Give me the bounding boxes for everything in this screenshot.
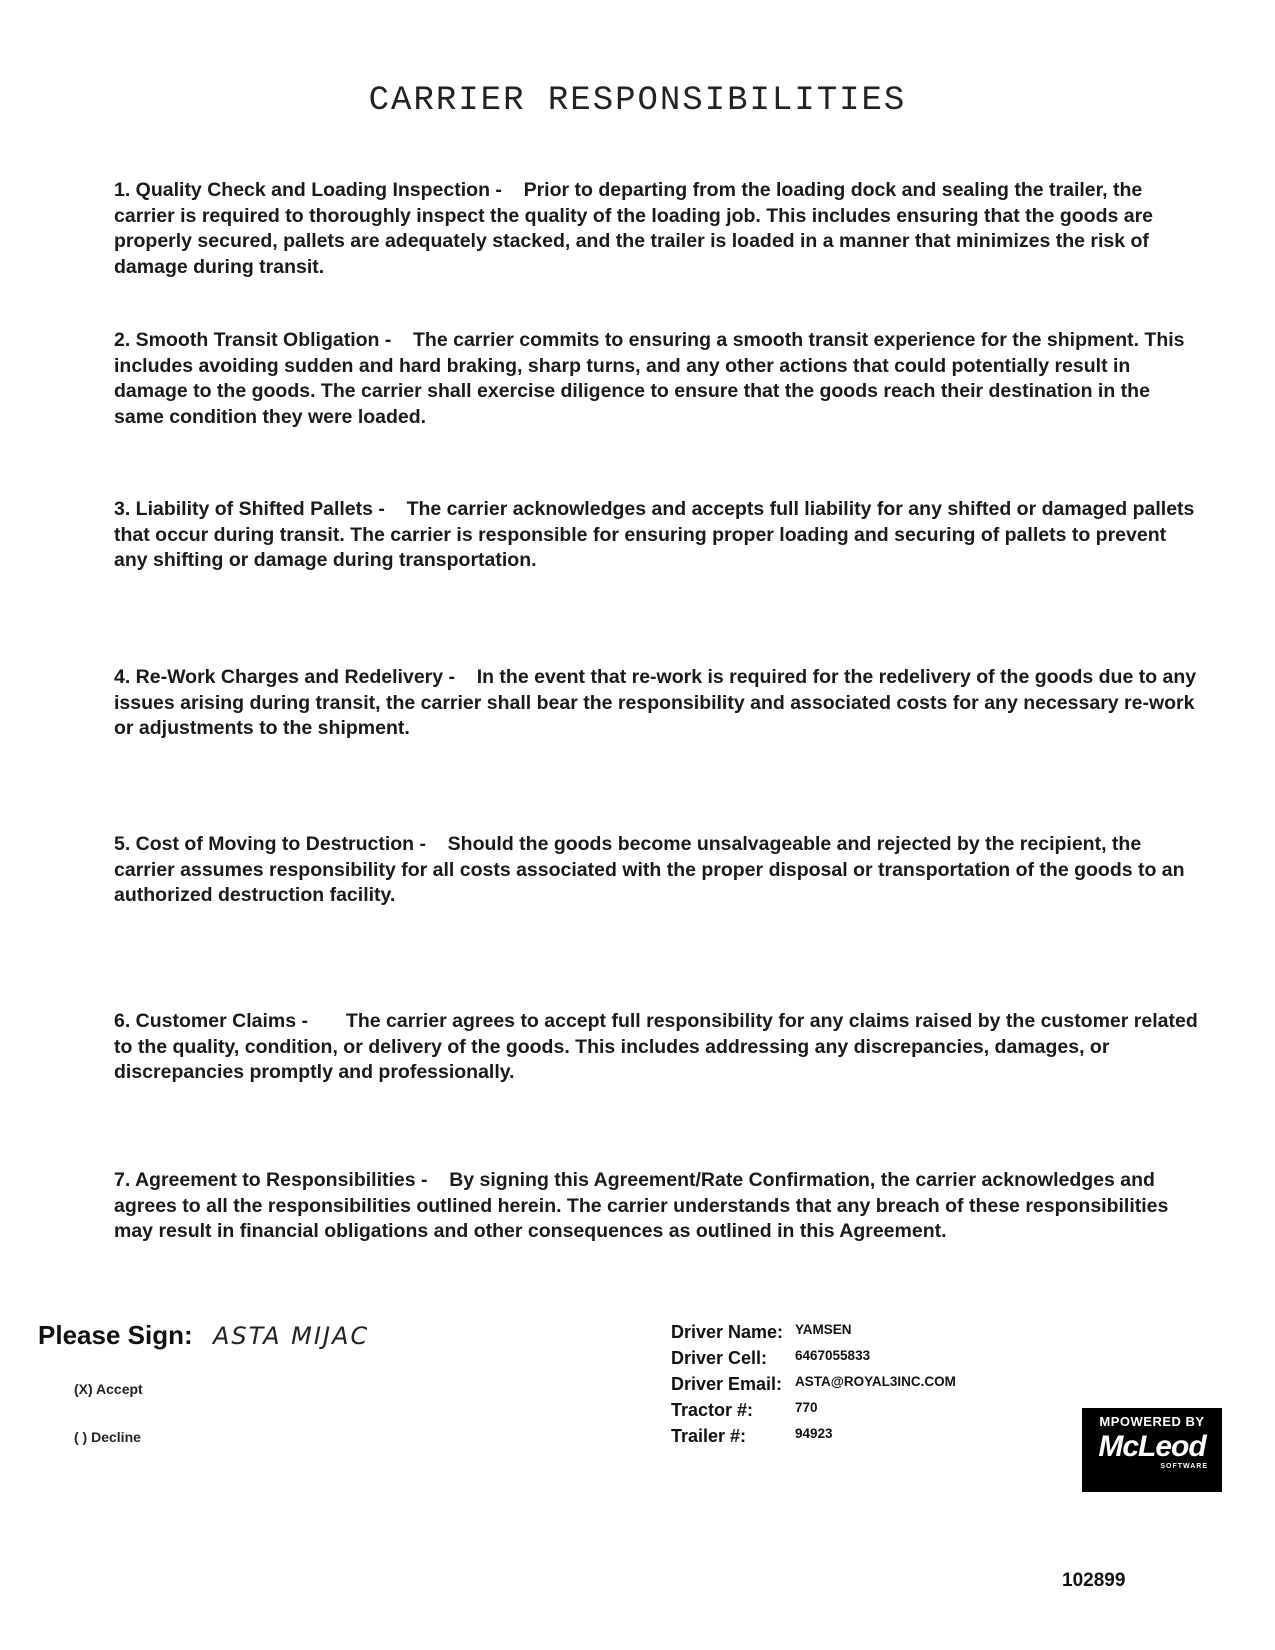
section-heading: 5. Cost of Moving to Destruction - — [114, 833, 426, 855]
trailer-value: 94923 — [795, 1426, 833, 1441]
section-heading: 6. Customer Claims - — [114, 1010, 308, 1032]
mcleod-logo — [1082, 1408, 1222, 1492]
tractor-value: 770 — [795, 1400, 818, 1415]
accept-option[interactable]: (X) Accept — [74, 1381, 143, 1397]
document-number: 102899 — [1062, 1570, 1126, 1591]
tractor-label: Tractor #: — [671, 1400, 754, 1420]
driver-email-value: ASTA@ROYAL3INC.COM — [795, 1374, 956, 1389]
page-title: CARRIER RESPONSIBILITIES — [368, 82, 907, 120]
logo-brand-text: McLeod — [1098, 1430, 1206, 1463]
section-rework-charges — [114, 665, 1204, 742]
section-heading: 2. Smooth Transit Obligation - — [114, 329, 392, 351]
section-heading: 3. Liability of Shifted Pallets - — [114, 498, 385, 520]
section-heading: 7. Agreement to Responsibilities - — [114, 1169, 428, 1191]
trailer-label: Trailer #: — [671, 1426, 747, 1446]
logo-top-text: MPOWERED BY — [1099, 1414, 1205, 1429]
logo-sub-text: SOFTWARE — [1160, 1463, 1208, 1470]
section-agreement — [114, 1168, 1204, 1245]
driver-cell-label: Driver Cell: — [671, 1348, 768, 1368]
section-body: Prior to departing from the loading dock and sealing the trailer, the carrier is required to thoroughly inspect the quality of the loading job. This includes ensuring that the goods are properly secured, pallets are adequately stacked, and the trailer is loaded in a manner that minimizes the risk of damage during transit. — [114, 179, 1154, 278]
decline-option[interactable]: ( ) Decline — [74, 1429, 141, 1445]
section-quality-check — [114, 178, 1204, 280]
section-body: The carrier agrees to accept full responsibility for any claims raised by the customer related to the quality, condition, or delivery of the goods. This includes addressing any discrepancies, damages, or discrepancies promptly and professionally. — [114, 1010, 1198, 1083]
driver-email-label: Driver Email: — [671, 1374, 783, 1394]
section-body: In the event that re-work is required for the redelivery of the goods due to any issues arising during transit, the carrier shall bear the responsibility and associated costs for any necessary re-work or adjustments to the shipment. — [114, 666, 1197, 739]
section-shifted-pallets — [114, 497, 1204, 574]
section-smooth-transit — [114, 328, 1204, 430]
driver-cell-value: 6467055833 — [795, 1348, 871, 1363]
signature-name[interactable]: ASTA MIJAC — [213, 1322, 370, 1350]
section-customer-claims — [114, 1009, 1204, 1086]
section-body: The carrier commits to ensuring a smooth transit experience for the shipment. This includes avoiding sudden and hard braking, sharp turns, and any other actions that could potentially result in damage to the goods. The carrier shall exercise diligence to ensure that the goods reach their destination in the same condition they were loaded. — [114, 329, 1185, 428]
section-heading: 4. Re-Work Charges and Redelivery - — [114, 666, 456, 688]
section-heading: 1. Quality Check and Loading Inspection - — [114, 179, 502, 201]
section-body: Should the goods become unsalvageable and rejected by the recipient, the carrier assumes responsibility for all costs associated with the proper disposal or transportation of the goods to an authorized destruction facility. — [114, 833, 1185, 906]
driver-name-label: Driver Name: — [671, 1322, 784, 1342]
section-body: By signing this Agreement/Rate Confirmation, the carrier acknowledges and agrees to all the responsibilities outlined herein. The carrier understands that any breach of these responsibilities may result in financial obligations and other consequences as outlined in this Agreement. — [114, 1169, 1169, 1242]
driver-name-value: YAMSEN — [795, 1322, 852, 1337]
sign-label: Please Sign: — [38, 1320, 193, 1350]
section-destruction-cost — [114, 832, 1204, 909]
section-body: The carrier acknowledges and accepts full liability for any shifted or damaged pallets that occur during transit. The carrier is responsible for ensuring proper loading and securing of pallets to prevent any shifting or damage during transportation. — [114, 498, 1195, 571]
